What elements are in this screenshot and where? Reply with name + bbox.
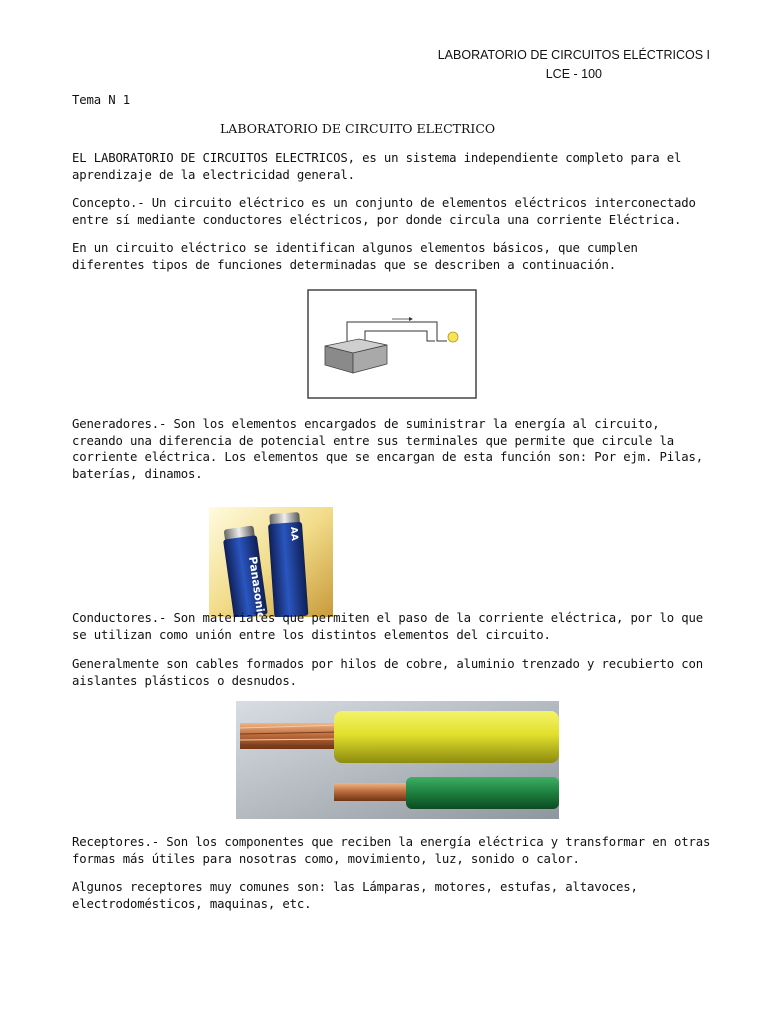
header-course-title: LABORATORIO DE CIRCUITOS ELÉCTRICOS I bbox=[437, 48, 710, 62]
battery-size-label: AA bbox=[288, 526, 299, 542]
tema-label: Tema N 1 bbox=[72, 93, 131, 107]
header-course-code: LCE - 100 bbox=[545, 67, 602, 81]
document-header bbox=[438, 46, 710, 84]
paragraph-receptores-comunes: Algunos receptores muy comunes son: las Lámparas, motores, estufas, altavoces, electrodomésticos, maquinas, etc. bbox=[72, 880, 638, 911]
circuit-diagram-image bbox=[307, 289, 477, 399]
batteries-figure bbox=[209, 507, 333, 617]
paragraph-receptores: Receptores.- Son los componentes que reciben la energía eléctrica y transformar en otras formas más útiles para nosotras como, movimiento, luz, sonido o calor. bbox=[72, 835, 711, 866]
paragraph-generadores: Generadores.- Son los elementos encargados de suministrar la energía al circuito, creando una diferencia de potencial entre sus terminales que permite que circule la corriente eléctrica. Los elementos que se encargan de esta función son: Por ejm. Pilas, baterías, dinamos. bbox=[72, 417, 704, 481]
wires-figure bbox=[236, 701, 559, 819]
circuit-figure bbox=[307, 289, 477, 399]
battery-brand-label: Panasonic bbox=[246, 555, 268, 617]
paragraph-elementos: En un circuito eléctrico se identifican algunos elementos básicos, que cumplen diferentes tipos de funciones determinadas que se describen a continuación. bbox=[72, 241, 638, 272]
paragraph-cables: Generalmente son cables formados por hilos de cobre, aluminio trenzado y recubierto con aislantes plásticos o desnudos. bbox=[72, 657, 704, 688]
paragraph-intro: EL LABORATORIO DE CIRCUITOS ELECTRICOS, es un sistema independiente completo para el aprendizaje de la electricidad general. bbox=[72, 151, 682, 182]
cables-photo bbox=[236, 701, 559, 819]
page-title: LABORATORIO DE CIRCUITO ELECTRICO bbox=[220, 121, 496, 136]
batteries-photo bbox=[209, 507, 333, 617]
paragraph-concepto: Concepto.- Un circuito eléctrico es un conjunto de elementos eléctricos interconectado entre sí mediante conductores eléctricos, por donde circula una corriente Eléctrica. bbox=[72, 196, 696, 227]
paragraph-conductores: Conductores.- Son materiales que permiten el paso de la corriente eléctrica, por lo que se utilizan como unión entre los distintos elementos del circuito. bbox=[72, 611, 704, 642]
